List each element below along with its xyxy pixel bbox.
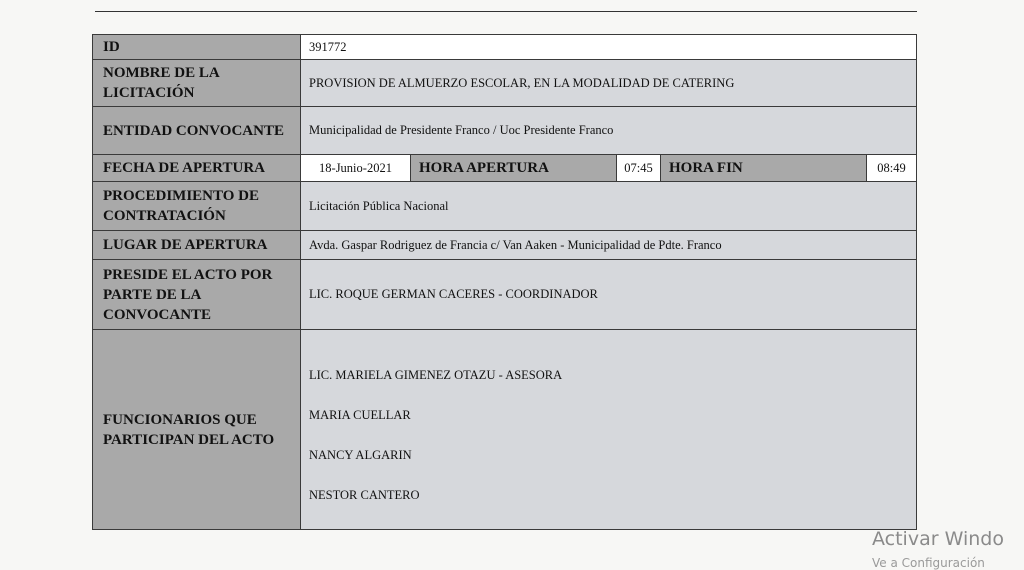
funcionarios-label: FUNCIONARIOS QUE PARTICIPAN DEL ACTO bbox=[93, 330, 301, 530]
entidad-label: ENTIDAD CONVOCANTE bbox=[93, 107, 301, 155]
procedimiento-label: PROCEDIMIENTO DE CONTRATACIÓN bbox=[93, 182, 301, 231]
officials-list bbox=[309, 344, 908, 516]
row-preside bbox=[93, 260, 917, 330]
nombre-label: NOMBRE DE LA LICITACIÓN bbox=[93, 60, 301, 107]
row-nombre bbox=[93, 60, 917, 107]
procedimiento-value: Licitación Pública Nacional bbox=[301, 182, 917, 231]
official-name: LIC. MARIELA GIMENEZ OTAZU - ASESORA bbox=[309, 367, 563, 382]
licitacion-table bbox=[92, 34, 917, 530]
official-name: NANCY ALGARIN bbox=[309, 448, 412, 463]
hora-fin-value: 08:49 bbox=[867, 155, 917, 182]
id-value: 391772 bbox=[301, 35, 917, 60]
hora-apertura-value: 07:45 bbox=[617, 155, 661, 182]
hora-fin-label: HORA FIN bbox=[661, 155, 867, 182]
activation-watermark: Activar Windo bbox=[872, 528, 1004, 550]
row-procedimiento bbox=[93, 182, 917, 231]
funcionarios-value bbox=[301, 330, 917, 530]
lugar-label: LUGAR DE APERTURA bbox=[93, 231, 301, 260]
lugar-value: Avda. Gaspar Rodriguez de Francia c/ Van Aaken - Municipalidad de Pdte. Franco bbox=[301, 231, 917, 260]
row-fecha bbox=[93, 155, 917, 182]
preside-label: PRESIDE EL ACTO POR PARTE DE LA CONVOCANTE bbox=[93, 260, 301, 330]
entidad-value: Municipalidad de Presidente Franco / Uoc Presidente Franco bbox=[301, 107, 917, 155]
activation-watermark-sub: Ve a Configuración bbox=[872, 556, 985, 570]
fecha-label: FECHA DE APERTURA bbox=[93, 155, 301, 182]
row-lugar bbox=[93, 231, 917, 260]
id-label: ID bbox=[93, 35, 301, 60]
nombre-value: PROVISION DE ALMUERZO ESCOLAR, EN LA MODALIDAD DE CATERING bbox=[301, 60, 917, 107]
row-id bbox=[93, 35, 917, 60]
top-rule bbox=[95, 11, 917, 12]
row-funcionarios bbox=[93, 330, 917, 530]
preside-value: LIC. ROQUE GERMAN CACERES - COORDINADOR bbox=[301, 260, 917, 330]
official-name: NESTOR CANTERO bbox=[309, 488, 420, 503]
official-name: MARIA CUELLAR bbox=[309, 407, 411, 422]
row-entidad bbox=[93, 107, 917, 155]
fecha-value: 18-Junio-2021 bbox=[301, 155, 411, 182]
hora-apertura-label: HORA APERTURA bbox=[411, 155, 617, 182]
